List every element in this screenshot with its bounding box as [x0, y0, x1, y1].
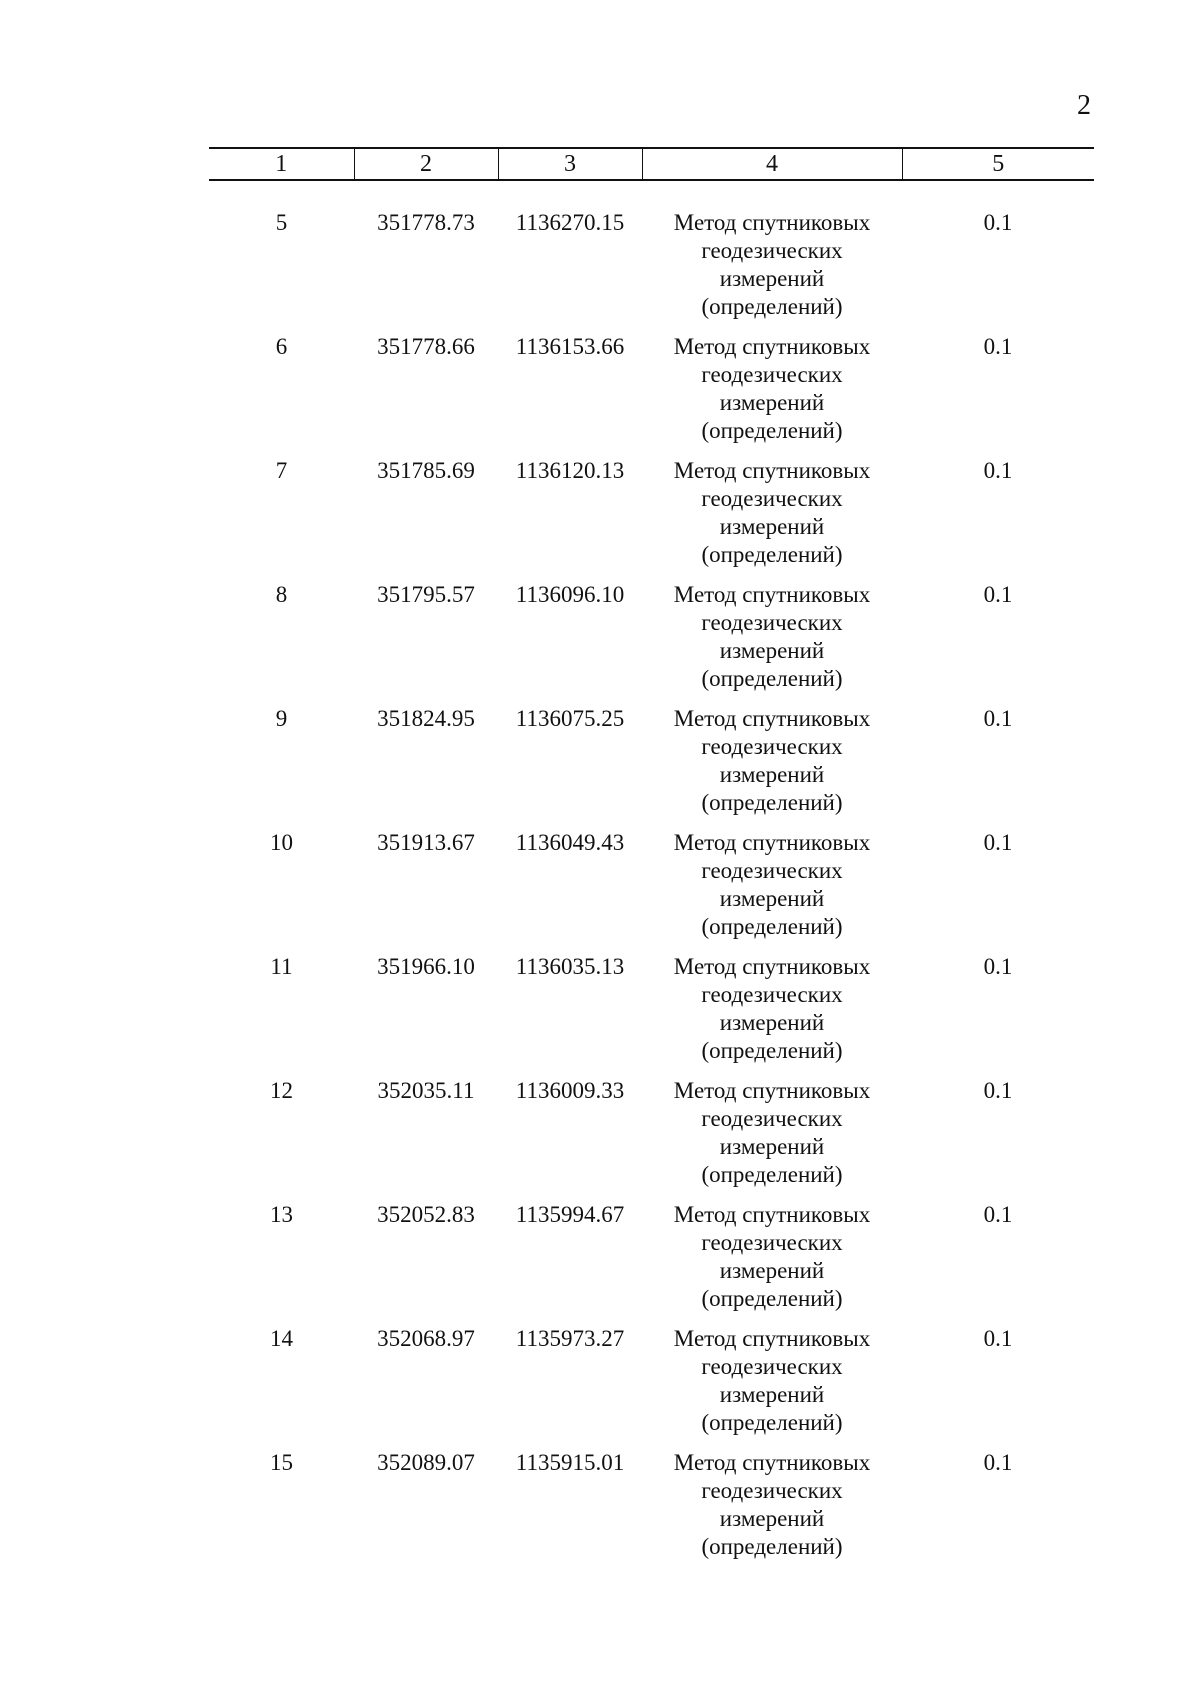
table-row — [209, 1325, 1094, 1449]
accuracy-cell: 0.1 — [983, 1078, 1013, 1103]
method-line: Метод спутниковых — [673, 1202, 871, 1227]
coordinates-table — [209, 147, 1094, 1573]
point-number-cell: 10 — [270, 830, 293, 855]
method-line: измерений — [719, 762, 825, 787]
coordinate-y-cell: 1135994.67 — [515, 1202, 625, 1227]
accuracy-cell: 0.1 — [983, 1326, 1013, 1351]
point-number-cell: 9 — [275, 706, 288, 731]
coordinate-x-cell: 351778.66 — [377, 334, 475, 359]
method-cell — [642, 1077, 902, 1201]
method-line: измерений — [719, 390, 825, 415]
method-line: измерений — [719, 514, 825, 539]
coordinate-y-cell: 1136120.13 — [515, 458, 625, 483]
header-spacer — [209, 180, 1094, 209]
point-number-cell: 7 — [275, 458, 288, 483]
method-line: геодезических — [701, 1478, 843, 1503]
method-line: (определений) — [701, 1410, 843, 1435]
accuracy-cell: 0.1 — [983, 830, 1013, 855]
coordinate-x-cell: 351785.69 — [377, 458, 475, 483]
coordinate-x-cell: 352068.97 — [377, 1326, 475, 1351]
method-line: геодезических — [701, 362, 843, 387]
method-line: геодезических — [701, 858, 843, 883]
method-line: Метод спутниковых — [673, 1078, 871, 1103]
point-number-cell: 5 — [275, 210, 288, 235]
method-line: геодезических — [701, 1106, 843, 1131]
method-line: измерений — [719, 886, 825, 911]
method-line: (определений) — [701, 1286, 843, 1311]
method-line: (определений) — [701, 1534, 843, 1559]
method-line: геодезических — [701, 734, 843, 759]
method-line: (определений) — [701, 914, 843, 939]
method-line: (определений) — [701, 1038, 843, 1063]
coordinate-x-cell: 351795.57 — [377, 582, 475, 607]
header-col-1: 1 — [209, 148, 354, 180]
method-line: Метод спутниковых — [673, 1450, 871, 1475]
method-line: измерений — [719, 266, 825, 291]
coordinate-x-cell: 352089.07 — [377, 1450, 475, 1475]
method-cell — [642, 953, 902, 1077]
table-row — [209, 1077, 1094, 1201]
method-cell — [642, 1449, 902, 1573]
method-line: измерений — [719, 638, 825, 663]
method-line: (определений) — [701, 418, 843, 443]
point-number-cell: 12 — [270, 1078, 293, 1103]
table-row — [209, 1449, 1094, 1573]
method-line: геодезических — [701, 982, 843, 1007]
table-row — [209, 829, 1094, 953]
method-line: Метод спутниковых — [673, 458, 871, 483]
method-cell — [642, 829, 902, 953]
header-col-3: 3 — [498, 148, 642, 180]
coordinate-x-cell: 351966.10 — [377, 954, 475, 979]
table-row — [209, 209, 1094, 333]
header-row — [209, 148, 1094, 180]
table-row — [209, 581, 1094, 705]
method-line: измерений — [719, 1382, 825, 1407]
method-line: (определений) — [701, 1162, 843, 1187]
method-cell — [642, 1201, 902, 1325]
coordinate-y-cell: 1136009.33 — [515, 1078, 625, 1103]
coordinate-y-cell: 1136153.66 — [515, 334, 625, 359]
header-col-2: 2 — [354, 148, 498, 180]
table-row — [209, 457, 1094, 581]
method-cell — [642, 705, 902, 829]
coordinate-y-cell: 1136270.15 — [515, 210, 625, 235]
table-row — [209, 1201, 1094, 1325]
coordinate-y-cell: 1136096.10 — [515, 582, 625, 607]
method-line: Метод спутниковых — [673, 706, 871, 731]
coordinate-x-cell: 352052.83 — [377, 1202, 475, 1227]
coordinate-x-cell: 351913.67 — [377, 830, 475, 855]
method-cell — [642, 333, 902, 457]
method-line: геодезических — [701, 1230, 843, 1255]
method-line: (определений) — [701, 666, 843, 691]
method-line: Метод спутниковых — [673, 582, 871, 607]
method-line: Метод спутниковых — [673, 210, 871, 235]
accuracy-cell: 0.1 — [983, 334, 1013, 359]
table-row — [209, 953, 1094, 1077]
coordinate-y-cell: 1136035.13 — [515, 954, 625, 979]
accuracy-cell: 0.1 — [983, 210, 1013, 235]
accuracy-cell: 0.1 — [983, 582, 1013, 607]
method-line: измерений — [719, 1506, 825, 1531]
table-row — [209, 705, 1094, 829]
point-number-cell: 14 — [270, 1326, 293, 1351]
method-line: геодезических — [701, 610, 843, 635]
method-line: геодезических — [701, 1354, 843, 1379]
method-cell — [642, 1325, 902, 1449]
coordinate-x-cell: 352035.11 — [377, 1078, 475, 1103]
accuracy-cell: 0.1 — [983, 706, 1013, 731]
method-line: измерений — [719, 1010, 825, 1035]
method-line: геодезических — [701, 486, 843, 511]
coordinate-y-cell: 1136049.43 — [515, 830, 625, 855]
coordinate-x-cell: 351778.73 — [377, 210, 475, 235]
accuracy-cell: 0.1 — [983, 1450, 1013, 1475]
accuracy-cell: 0.1 — [983, 1202, 1013, 1227]
coordinate-y-cell: 1135915.01 — [515, 1450, 625, 1475]
method-line: (определений) — [701, 542, 843, 567]
point-number-cell: 15 — [270, 1450, 293, 1475]
method-line: геодезических — [701, 238, 843, 263]
method-line: измерений — [719, 1134, 825, 1159]
header-col-4: 4 — [642, 148, 902, 180]
accuracy-cell: 0.1 — [983, 458, 1013, 483]
method-line: Метод спутниковых — [673, 334, 871, 359]
method-line: Метод спутниковых — [673, 954, 871, 979]
page-number: 2 — [1077, 90, 1091, 121]
point-number-cell: 8 — [275, 582, 288, 607]
method-line: (определений) — [701, 294, 843, 319]
method-line: (определений) — [701, 790, 843, 815]
method-cell — [642, 457, 902, 581]
accuracy-cell: 0.1 — [983, 954, 1013, 979]
method-line: Метод спутниковых — [673, 830, 871, 855]
point-number-cell: 11 — [270, 954, 293, 979]
point-number-cell: 13 — [270, 1202, 293, 1227]
point-number-cell: 6 — [275, 334, 288, 359]
table-body — [209, 180, 1094, 1573]
method-cell — [642, 581, 902, 705]
method-line: измерений — [719, 1258, 825, 1283]
table-row — [209, 333, 1094, 457]
header-col-5: 5 — [902, 148, 1094, 180]
coordinate-y-cell: 1136075.25 — [515, 706, 625, 731]
coordinate-y-cell: 1135973.27 — [515, 1326, 625, 1351]
method-line: Метод спутниковых — [673, 1326, 871, 1351]
table-header — [209, 148, 1094, 180]
coordinate-x-cell: 351824.95 — [377, 706, 475, 731]
method-cell — [642, 209, 902, 333]
